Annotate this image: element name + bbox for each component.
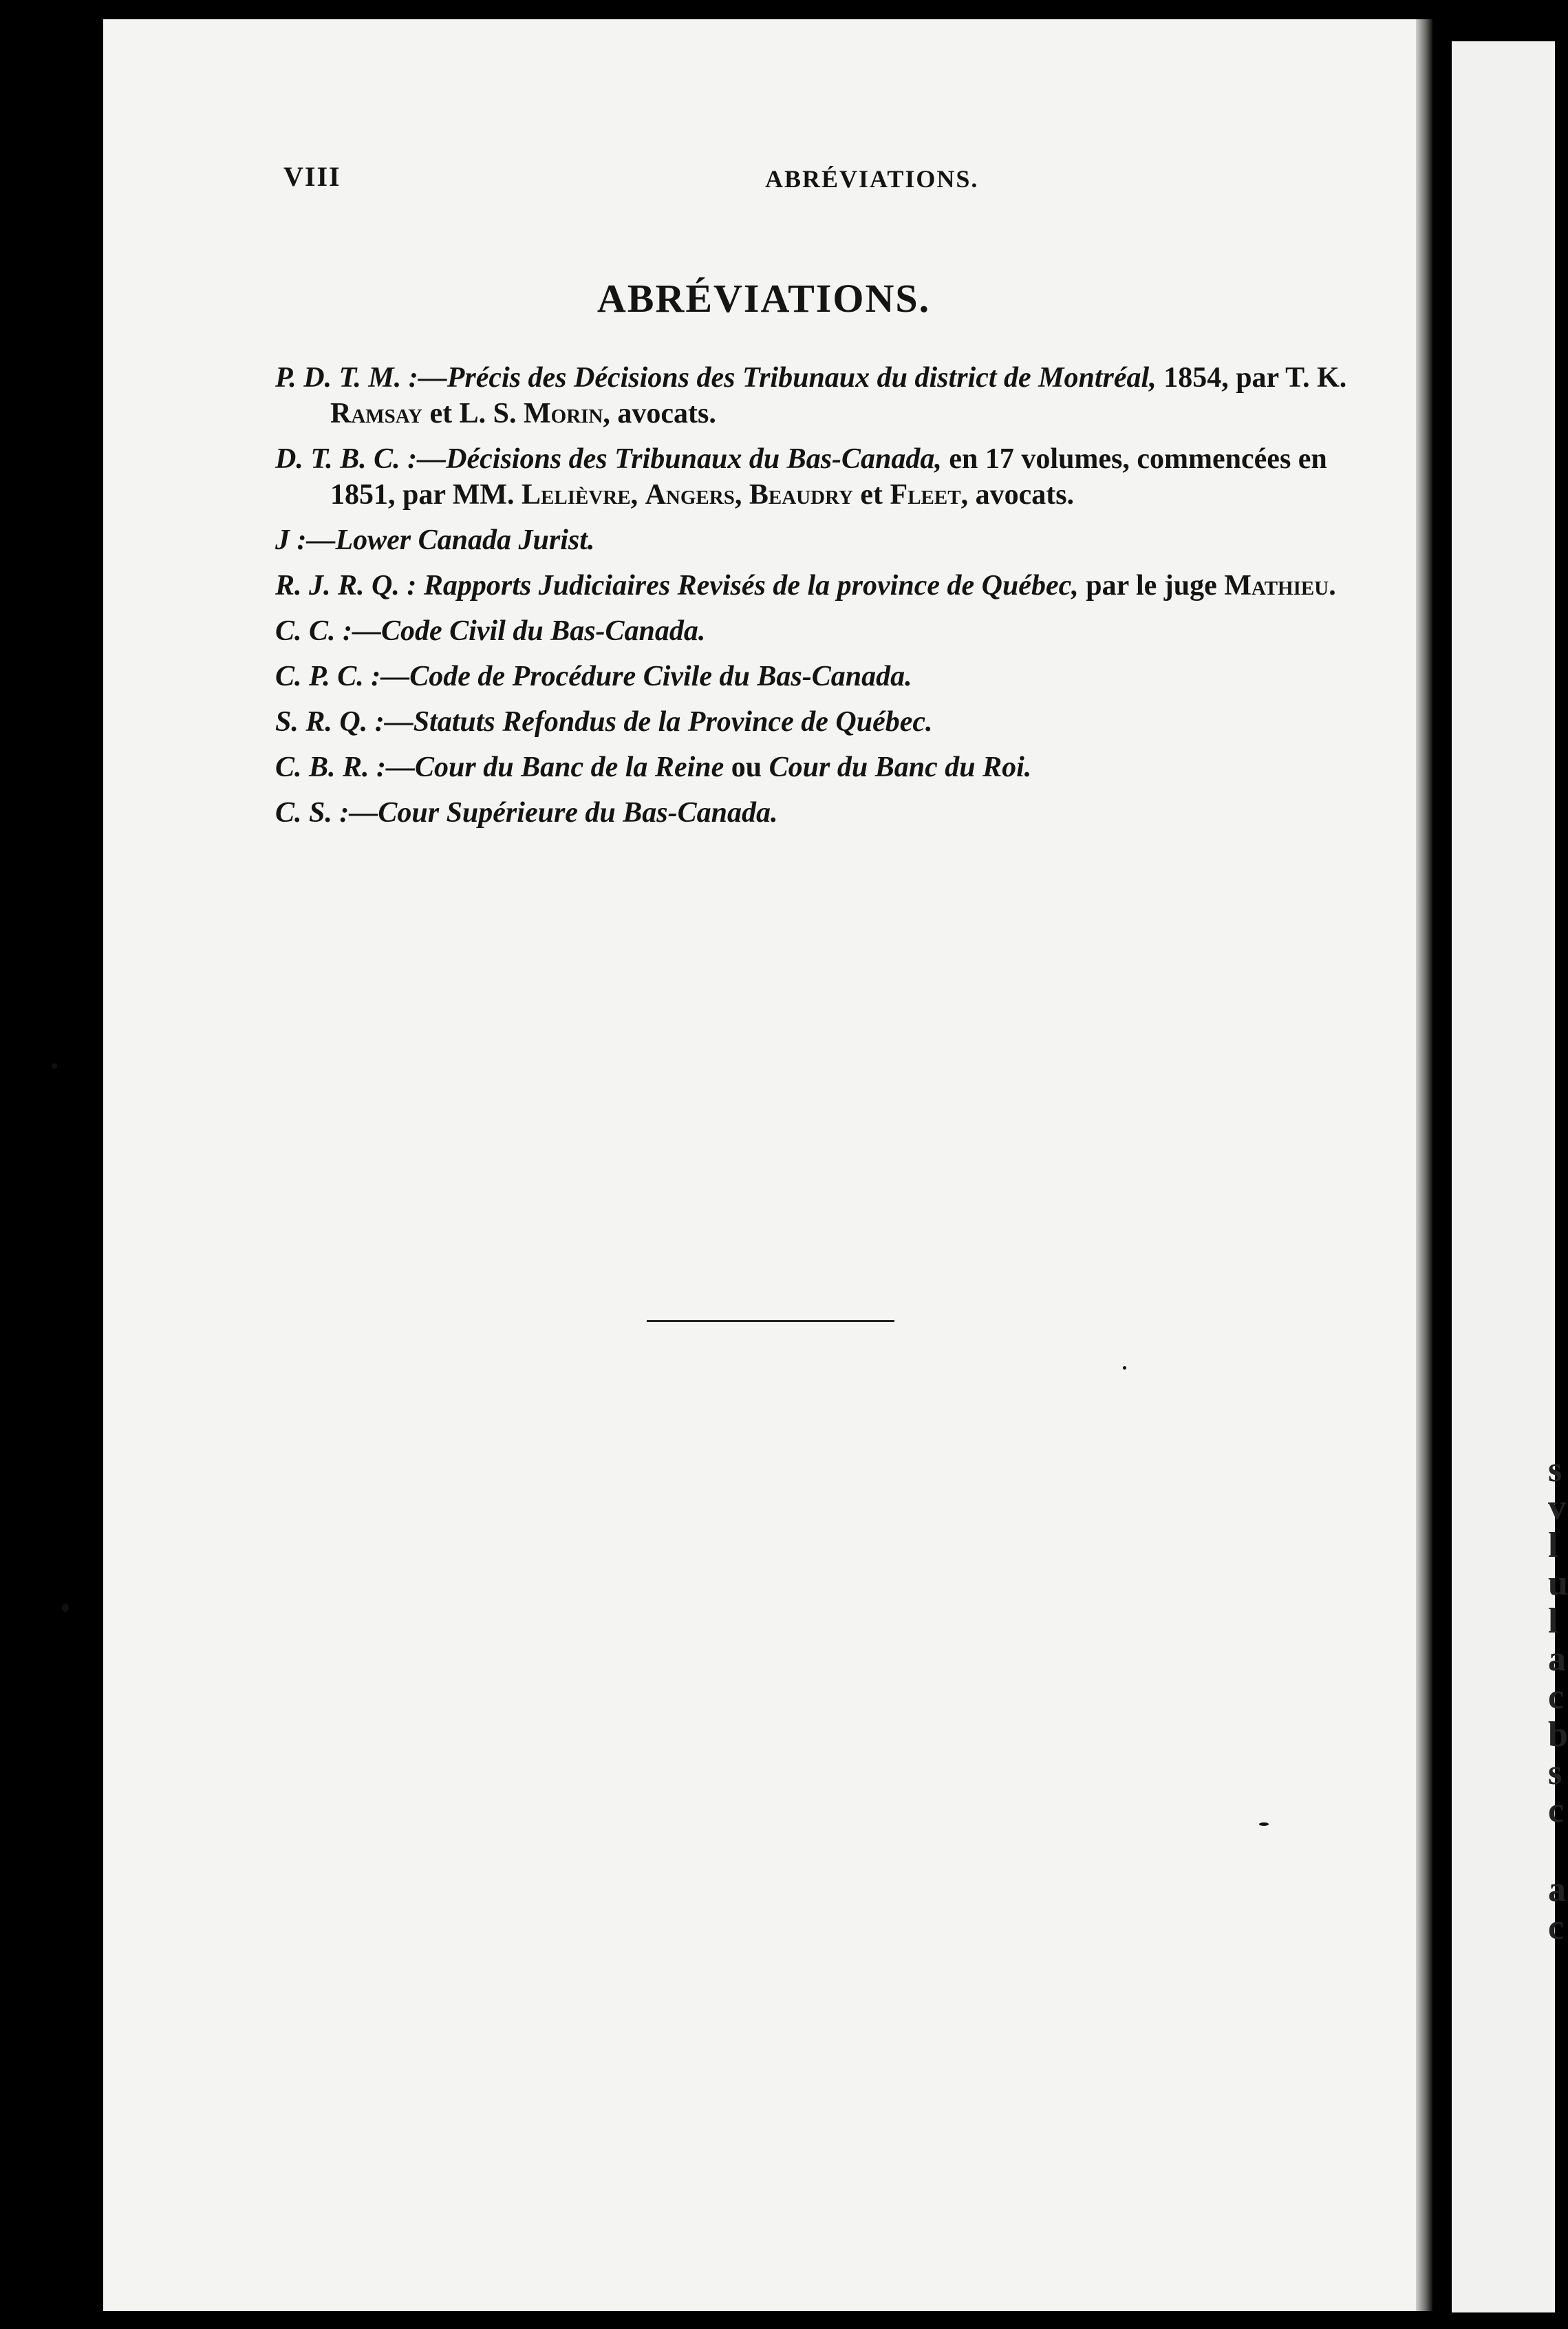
author-name: Angers	[645, 479, 735, 511]
abbreviation-list	[275, 360, 1390, 840]
abbreviation-entry	[275, 522, 1390, 558]
author-name: Ramsay	[330, 398, 422, 429]
author-name: Morin	[524, 398, 603, 429]
abbreviation-definition: —Code Civil du Bas-Canada.	[352, 615, 706, 647]
abbreviation-entry	[275, 704, 1390, 740]
author-name: Lelièvre	[522, 479, 631, 511]
abbreviation-entry: P. D. T. M. :—Précis des Décisions des Tribunaux du district de Montréal, 1854, par T. K. Ramsay et L. S. Morin, avocats.	[275, 362, 1347, 429]
section-title: ABRÉVIATIONS.	[597, 276, 931, 321]
book-page	[103, 19, 1424, 2311]
abbreviation-term: R. J. R. Q. :	[275, 570, 417, 602]
abbreviation-entry: D. T. B. C. :—Décisions des Tribunaux du Bas-Canada, en 17 volumes, commencées en 1851, par MM. Lelièvre, Angers, Beaudry et Fleet, avocats.	[275, 443, 1327, 511]
dust-speck	[1259, 1822, 1269, 1826]
abbreviation-term: P. D. T. M. :	[275, 362, 418, 394]
abbreviation-term: C. B. R. :	[275, 752, 387, 783]
dust-speck	[52, 1063, 57, 1069]
running-title: ABRÉVIATIONS.	[765, 165, 979, 193]
abbreviation-entry: C. B. R. :—Cour du Banc de la Reine ou Cour du Banc du Roi.	[275, 752, 1032, 783]
abbreviation-entry: R. J. R. Q. : Rapports Judiciaires Revisés de la province de Québec, par le juge Mathieu.	[275, 570, 1336, 602]
abbreviation-definition: —Lower Canada Jurist.	[306, 524, 595, 556]
abbreviation-term: C. C. :	[275, 615, 353, 647]
dust-speck	[1123, 1366, 1126, 1370]
folio: VIII	[283, 161, 341, 192]
author-name: Mathieu	[1224, 570, 1329, 602]
author-name: Fleet	[890, 479, 961, 511]
abbreviation-definition: —Code de Procédure Civile du Bas-Canada.	[380, 661, 912, 692]
abbreviation-definition: —Statuts Refondus de la Province de Québec.	[384, 706, 933, 738]
abbreviation-term: C. P. C. :	[275, 661, 381, 692]
abbreviation-term: S. R. Q. :	[275, 706, 385, 738]
abbreviation-term: D. T. B. C. :	[275, 443, 418, 475]
abbreviation-definition: —Décisions des Tribunaux du Bas-Canada,	[417, 443, 942, 475]
running-head	[283, 160, 1287, 202]
page-gutter-shadow	[1416, 19, 1432, 2311]
abbreviation-definition: —Cour du Banc de la Reine	[386, 752, 724, 783]
abbreviation-term: J :	[275, 524, 307, 556]
abbreviation-entry	[275, 795, 1390, 831]
abbreviation-definition: —Précis des Décisions des Tribunaux du district de Montréal,	[418, 362, 1157, 394]
author-name: Beaudry	[749, 479, 853, 511]
abbreviation-definition: Cour du Banc du Roi.	[769, 752, 1032, 783]
horizontal-rule	[647, 1320, 894, 1322]
abbreviation-term: C. S. :	[275, 797, 350, 829]
abbreviation-definition: Rapports Judiciaires Revisés de la province de Québec,	[416, 570, 1079, 602]
abbreviation-entry	[275, 613, 1390, 649]
dust-speck	[62, 1604, 69, 1612]
abbreviation-entry	[275, 659, 1390, 694]
adjacent-page-edge: s v l u l a c b s c a c	[1452, 41, 1555, 2312]
abbreviation-definition: —Cour Supérieure du Bas-Canada.	[349, 797, 778, 829]
